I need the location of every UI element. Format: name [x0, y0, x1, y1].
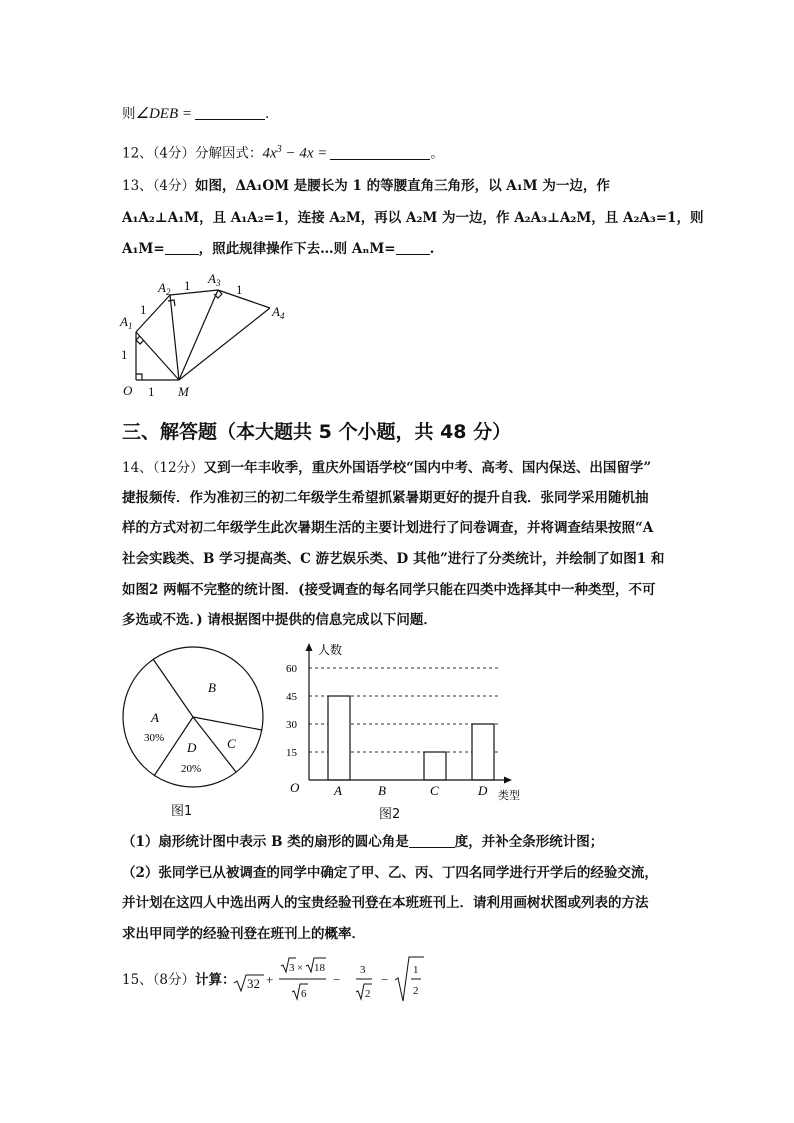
q12-line	[122, 140, 444, 164]
bar-category-label: C	[430, 783, 439, 798]
fig1-caption: 图1	[171, 804, 193, 819]
label-a2: $A_2$	[158, 280, 171, 297]
q14-sub2-number: （2）	[122, 865, 159, 881]
bar-category-label: D	[478, 783, 488, 798]
q14-sub2-text-1: 张同学已从被调查的同学中确定了甲、乙、丙、丁四名同学进行开学后的经验交流，	[158, 865, 658, 881]
pie-label-d: D	[187, 740, 197, 755]
q12-text: 分解因式：	[195, 145, 263, 162]
pie-percent-a: 30%	[144, 732, 165, 744]
q15-minus-2: −	[381, 972, 389, 987]
label-a4: $A_4$	[272, 304, 285, 321]
q15-32: 32	[247, 976, 260, 991]
pie-label-c: C	[227, 736, 236, 751]
pie-divider-bc	[193, 717, 262, 730]
q14-line-3: 样的方式对初二年级学生此次暑期生活的主要计划进行了问卷调查，并将调查结果按照“A	[122, 520, 654, 536]
q11-prefix: 则	[122, 106, 136, 122]
q15-3: 3	[289, 962, 295, 974]
bar-y-tick-label: 30	[286, 719, 297, 731]
bar-y-label: 人数	[318, 643, 343, 657]
q12-number: 12、	[122, 145, 153, 162]
q14-sub1-text-b: 度，并补全条形统计图；	[454, 834, 604, 850]
bar-y-tick-label: 15	[286, 747, 297, 759]
pie-percent-d: 20%	[181, 763, 202, 775]
q15-frac2-num: 3	[360, 964, 366, 976]
q13-blank-1[interactable]	[165, 240, 199, 255]
q13-line-2: A₁A₂⊥A₁M，且 A₁A₂=1，连接 A₂M，再以 A₂M 为一边，作 A₂A₃⊥A₂M，且 A₂A₃=1，则	[122, 210, 704, 226]
segment-a2a3	[170, 290, 218, 295]
q12-end: 。	[430, 145, 444, 162]
q15-text: 计算：	[195, 972, 236, 988]
label-m: M	[178, 384, 189, 399]
segment-a1m	[136, 332, 179, 380]
q13-text-1: 如图，ΔA₁OM 是腰长为 1 的等腰直角三角形，以 A₁M 为一边，作	[195, 178, 610, 194]
q14-sub1-number: （1）	[122, 834, 159, 850]
q13-text-3b: ，照此规律操作下去…则 AₙM=	[198, 241, 396, 257]
q15-minus-1: −	[333, 972, 341, 987]
bar-category-label: A	[334, 783, 342, 798]
pie-chart	[118, 642, 268, 792]
q13-text-3-end: .	[429, 241, 435, 257]
label-a3: $A_3$	[208, 271, 221, 288]
pie-divider-ab	[153, 659, 193, 717]
bar-category-label: B	[378, 783, 386, 798]
q15-frac3-num: 1	[413, 964, 419, 976]
q13-line-3	[122, 239, 434, 259]
label-a1: $A_1$	[120, 314, 133, 331]
bar-y-tick-label: 60	[286, 663, 297, 675]
q13-text-3a: A₁M=	[122, 241, 165, 257]
q11-line	[122, 104, 269, 124]
label-om-length: 1	[148, 384, 155, 399]
q14-sub1-line	[122, 832, 603, 852]
q13-blank-2[interactable]	[396, 240, 430, 255]
bar-d	[472, 724, 494, 780]
segment-a4m	[179, 308, 270, 380]
q14-text-1: 又到一年丰收季，重庆外国语学校“国内中考、高考、国内保送、出国留学”	[203, 460, 652, 476]
q12-expr-b: − 4x =	[281, 145, 328, 162]
q14-line-1	[122, 458, 651, 478]
bar-origin-label: O	[290, 780, 300, 795]
q14-line-5: 如图2 两幅不完整的统计图．(接受调查的每名同学只能在四类中选择其中一种类型，不可	[122, 582, 656, 598]
q14-number: 14、	[122, 460, 153, 476]
q14-sub2-line-2: 并计划在这四人中选出两人的宝贵经验刊登在本班班刊上．请利用画树状图或列表的方法	[122, 895, 649, 911]
q15-18: 18	[314, 962, 325, 974]
q13-score: （4分）	[152, 178, 196, 194]
q15-expression	[232, 954, 432, 1004]
q15-number: 15、	[122, 972, 153, 988]
q12-expr-exponent: 3	[276, 144, 282, 155]
segment-a3a4	[218, 290, 270, 308]
q14-sub2-line-3: 求出甲同学的经验刊登在班刊上的概率．	[122, 926, 365, 942]
q14-sub1-blank[interactable]	[409, 833, 455, 848]
q11-end: .	[264, 106, 270, 122]
label-a1a2-length: 1	[140, 302, 147, 317]
q14-line-6: 多选或不选．) 请根据图中提供的信息完成以下问题．	[122, 612, 437, 628]
label-oa1-length: 1	[121, 347, 128, 362]
q12-score: （4分）	[152, 145, 196, 162]
q14-line-2: 捷报频传．作为准初三的初二年级学生希望抓紧暑期更好的提升自我．张同学采用随机抽	[122, 490, 649, 506]
q11-expression: ∠DEB =	[135, 106, 192, 122]
q13-line-1	[122, 176, 610, 196]
segment-a3m	[179, 290, 218, 380]
q14-sub1-text-a: 扇形统计图中表示 B 类的扇形的圆心角是	[158, 834, 409, 850]
label-a2a3-length: 1	[184, 278, 191, 293]
segment-a2m	[170, 295, 179, 380]
q15-6: 6	[301, 988, 307, 1000]
q13-number: 13、	[122, 178, 153, 194]
pie-label-b: B	[208, 680, 216, 695]
q15-frac3-den: 2	[413, 985, 419, 997]
right-angle-o	[136, 374, 142, 380]
label-o: O	[123, 383, 133, 398]
q15-frac2-den: 2	[365, 988, 371, 1000]
label-a3a4-length: 1	[236, 282, 243, 297]
q12-answer-blank[interactable]	[330, 145, 430, 160]
fig2-caption: 图2	[379, 807, 401, 822]
q14-score: （12分）	[152, 460, 204, 476]
q15-times: ×	[297, 962, 304, 974]
q12-expr-a: 4x	[262, 145, 277, 162]
pie-label-a: A	[151, 710, 159, 725]
bar-x-axis-arrow	[504, 777, 512, 784]
q15-label	[122, 970, 236, 990]
q13-triangle-figure	[112, 268, 302, 403]
bar-y-axis-arrow	[306, 643, 313, 651]
q15-score: （8分）	[152, 972, 196, 988]
q14-sub2-line-1	[122, 863, 658, 883]
bar-chart	[280, 640, 530, 805]
q11-answer-blank[interactable]	[195, 105, 265, 120]
section-3-title: 三、解答题（本大题共 5 个小题，共 48 分）	[122, 421, 512, 443]
bar-y-tick-label: 45	[286, 691, 297, 703]
bar-a	[328, 696, 350, 780]
q14-line-4: 社会实践类、B 学习提高类、C 游艺娱乐类、D 其他”进行了分类统计，并绘制了如图1 和	[122, 551, 665, 567]
bar-c	[424, 752, 446, 780]
bar-x-label: 类型	[498, 790, 520, 802]
q15-plus: +	[266, 972, 274, 987]
